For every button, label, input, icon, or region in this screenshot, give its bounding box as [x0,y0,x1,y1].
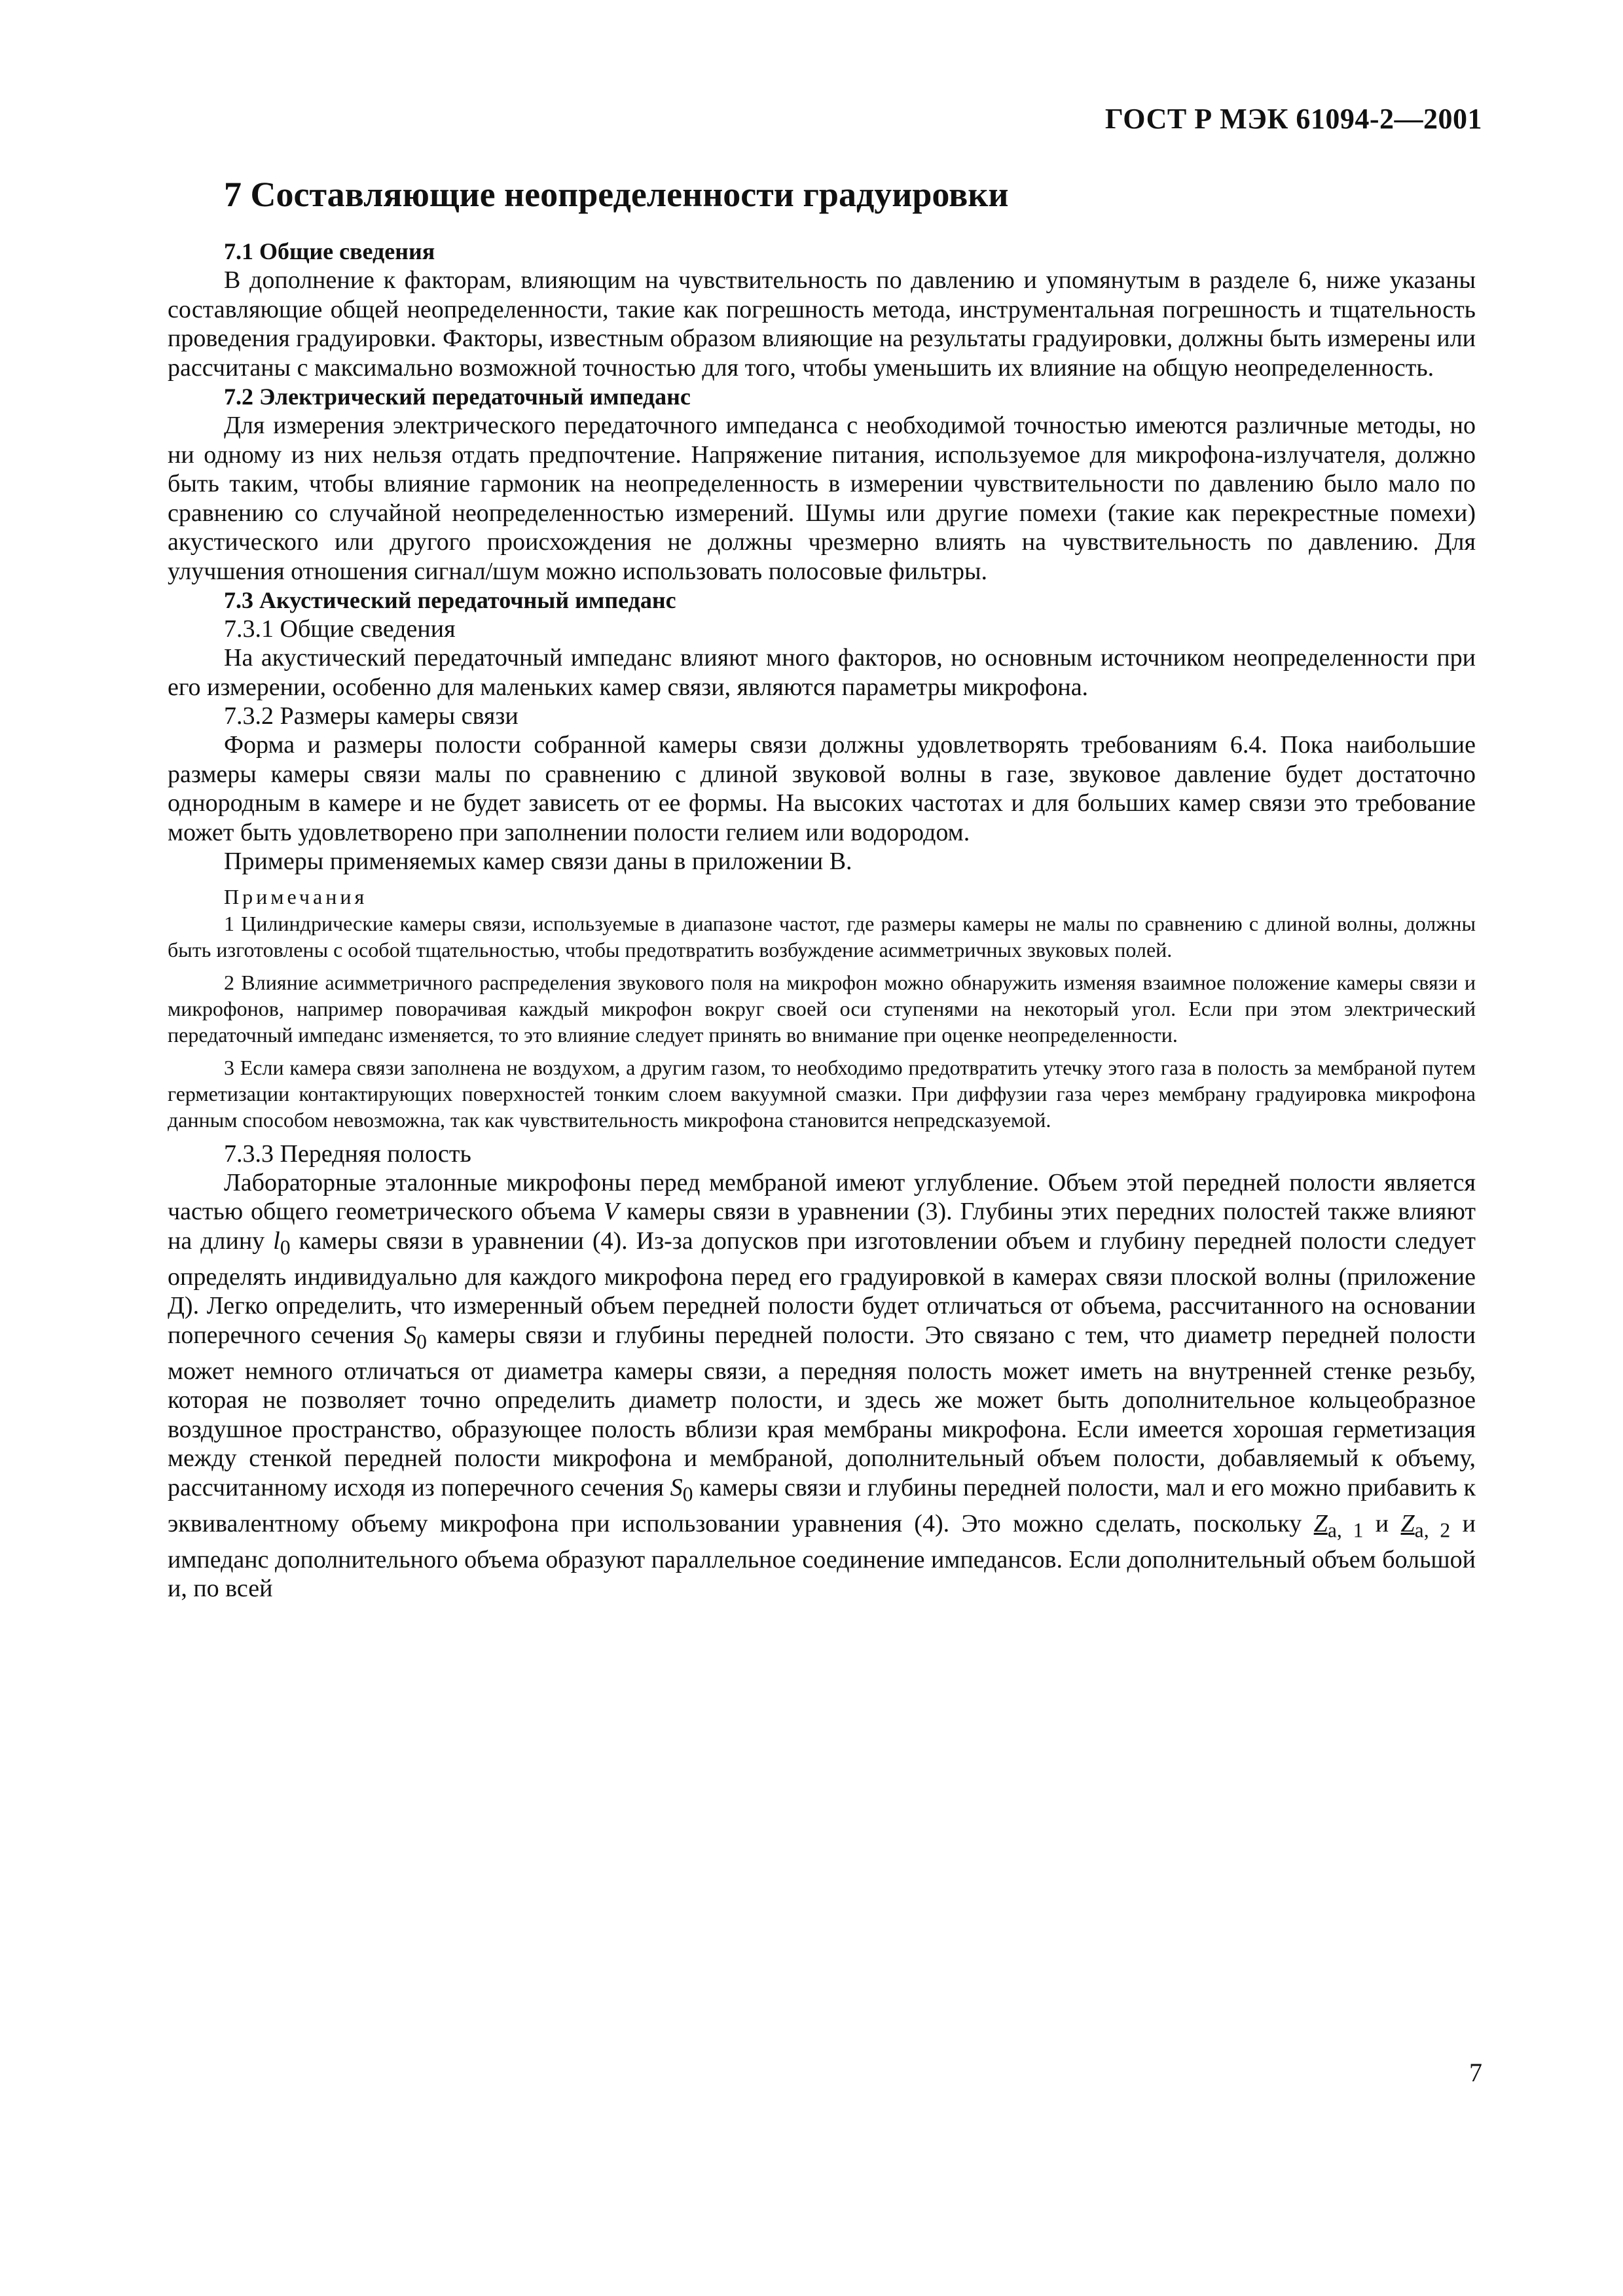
subscript: 0 [280,1236,291,1259]
paragraph-7-3-1: На акустический передаточный импеданс влияют много факторов, но основным источником неопределенности при его измерении, особенно для маленьких камер связи, являются параметры микрофона. [168,644,1476,701]
subscript: a, 2 [1414,1518,1451,1542]
text-run: камеры связи в уравнении (3). Глубины этих передних полостей также влияют на длину [168,1198,1476,1255]
note-1: 1 Цилиндрические камеры связи, используемые в диапазоне частот, где размеры камеры не малы по сравнению с длиной волны, должны быть изготовлены с особой тщательностью, чтобы предотвратить возбуждение асимметричных звуковых полей. [168,911,1476,961]
paragraph-7-3-2-examples: Примеры применяемых камер связи даны в приложении В. [224,848,852,875]
page-content [168,171,1476,1604]
subscript: 0 [416,1330,427,1354]
text-run: камеры связи в уравнении (4). Из-за допусков при изготовлении объем и глубину передней полости следует определять индивидуально для каждого микрофона перед его градуировкой в камерах связи плоской волны (приложение Д). Легко определить, что измеренный объем передней полости будет отличаться от объема, рассчитанного на основании поперечного сечения [168,1227,1476,1349]
symbol-s: S [670,1473,683,1501]
heading-7-3-3: 7.3.3 Передняя полость [224,1139,471,1168]
heading-7-3: 7.3 Акустический передаточный импеданс [224,587,676,613]
document-header: ГОСТ Р МЭК 61094-2—2001 [1104,103,1482,135]
note-3: 3 Если камера связи заполнена не воздухом, а другим газом, то необходимо предотвратить утечку этого газа в полость за мембраной путем герметизации контактирующих поверхностей тонким слоем вакуумной смазки. При диффузии газа через мембрану градуировка микрофона данным способом невозможна, так как чувствительность микрофона становится непредсказуемой. [168,1055,1476,1132]
text-run: и [1363,1509,1401,1537]
paragraph-7-3-3 [168,1168,1476,1604]
subscript: 0 [682,1482,693,1506]
text-run: и импеданс дополнительного объема образуют параллельное соединение импедансов. Если дополнительный объем большой и, по всей [168,1509,1476,1603]
symbol-z: Z [1313,1509,1328,1537]
text-run: камеры связи и глубины передней полости. Это связано с тем, что диаметр передней полости может немного отличаться от диаметра камеры связи, а передняя полость может иметь на внутренней стенке резьбу, которая не позволяет точно определить диаметр полости, и здесь же может быть дополнительное кольцеобразное воздушное пространство, образующее полость вблизи края мембраны микрофона. Если имеется хорошая герметизация между стенкой передней полости микрофона и мембраной, дополнительный объем полости, добавляемый к объему, рассчитанному исходя из поперечного сечения [168,1321,1476,1501]
notes-label: Примечания [224,884,368,908]
paragraph-7-1: В дополнение к факторам, влияющим на чувствительность по давлению и упомянутым в разделе 6, ниже указаны составляющие общей неопределенности, такие как погрешность метода, инструментальная погрешность и тщательность проведения градуировки. Факторы, известным образом влияющие на результаты градуировки, должны быть измерены или рассчитаны с максимально возможной точностью для того, чтобы уменьшить их влияние на общую неопределенность. [168,266,1476,382]
symbol-l: l [273,1227,280,1255]
symbol-z: Z [1400,1509,1415,1537]
section-title: 7 Составляющие неопределенности градуировки [224,175,1009,214]
paragraph-7-2: Для измерения электрического передаточного импеданса с необходимой точностью имеются различные методы, но ни одному из них нельзя отдать предпочтение. Напряжение питания, используемое для микрофона-излучателя, должно быть таким, чтобы влияние гармоник на неопределенность в измерении чувствительности по давлению было мало по сравнению со случайной неопределенностью измерений. Шумы или другие помехи (такие как перекрестные помехи) акустического или другого происхождения не должны чрезмерно влиять на чувствительность по давлению. Для улучшения отношения сигнал/шум можно использовать полосовые фильтры. [168,412,1476,585]
text-run: камеры связи и глубины передней полости, мал и его можно прибавить к эквивалентному объему микрофона при использовании уравнения (4). Это можно сделать, поскольку [168,1473,1476,1537]
text-run: Лабораторные эталонные микрофоны перед мембраной имеют углубление. Объем этой передней полости является частью общего геометрического объема [168,1168,1476,1225]
heading-7-1: 7.1 Общие сведения [224,238,435,264]
symbol-v: V [603,1198,619,1225]
heading-7-3-2: 7.3.2 Размеры камеры связи [224,702,519,730]
note-2: 2 Влияние асимметричного распределения звукового поля на микрофон можно обнаружить изменяя взаимное положение камеры связи и микрофонов, например поворачивая каждый микрофон вокруг своей оси ступенями на некоторый угол. Если при этом электрический передаточный импеданс изменяется, то это влияние следует принять во внимание при оценке неопределенности. [168,970,1476,1047]
heading-7-2: 7.2 Электрический передаточный импеданс [224,384,691,410]
paragraph-7-3-2: Форма и размеры полости собранной камеры связи должны удовлетворять требованиям 6.4. Пока наибольшие размеры камеры связи малы по сравнению с длиной звуковой волны в газе, звуковое давление будет достаточно однородным в камере и не будет зависеть от ее формы. На высоких частотах и для больших камер связи это требование может быть удовлетворено при заполнении полости гелием или водородом. [168,731,1476,846]
page-number: 7 [1469,2058,1482,2087]
subscript: a, 1 [1327,1518,1364,1542]
heading-7-3-1: 7.3.1 Общие сведения [224,615,456,643]
symbol-s: S [404,1321,417,1349]
